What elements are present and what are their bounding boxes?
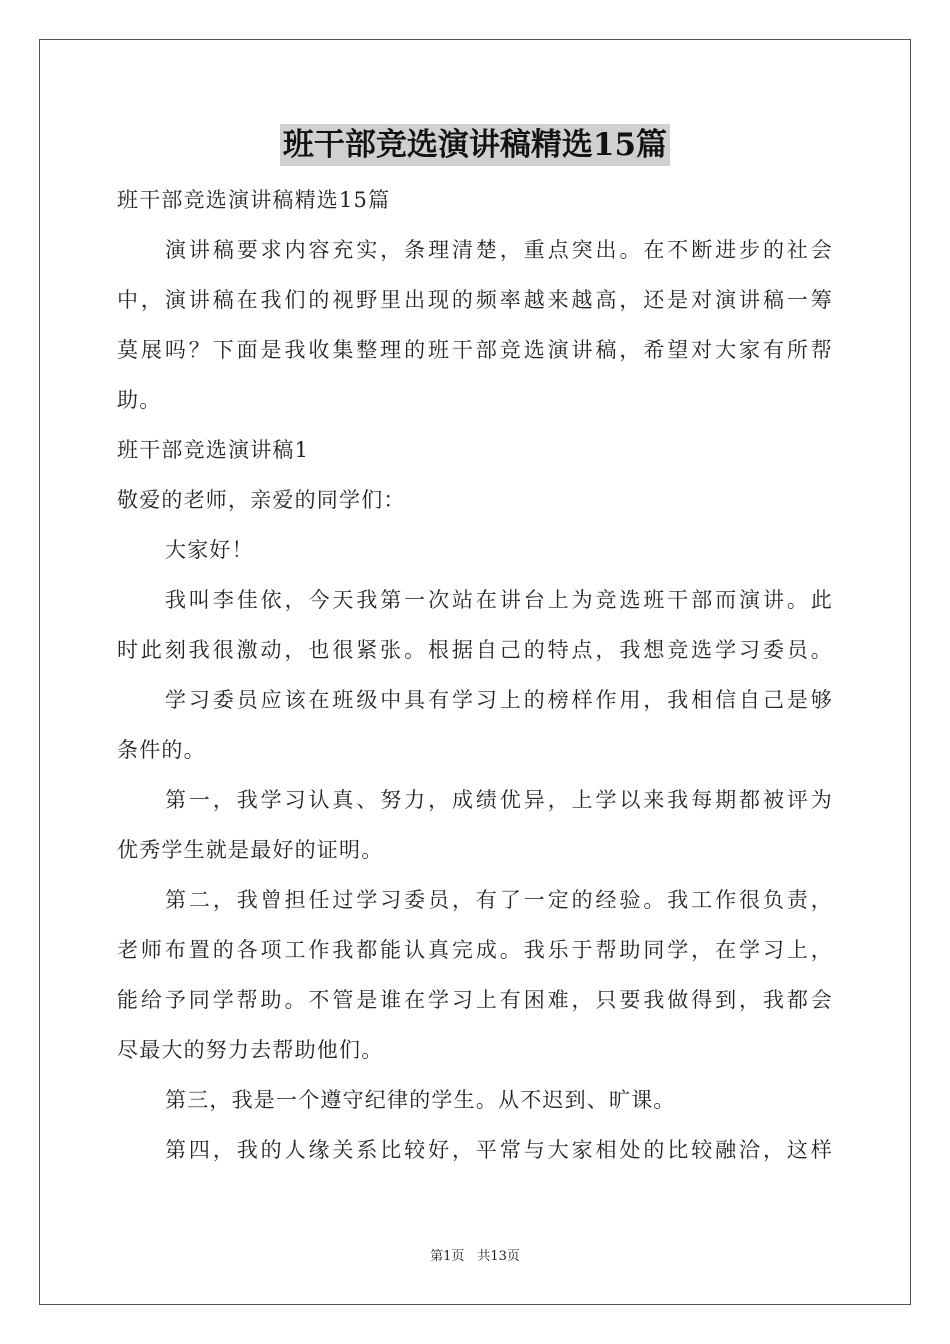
- paragraph-line: 学习委员应该在班级中具有学习上的榜样作用，我相信自己是够: [165, 688, 833, 712]
- paragraph-line: 优秀学生就是最好的证明。: [117, 838, 384, 862]
- paragraph-line: 第一，我学习认真、努力，成绩优异，上学以来我每期都被评为: [165, 788, 833, 812]
- paragraph-line: 能给予同学帮助。不管是谁在学习上有困难，只要我做得到，我都会: [117, 988, 833, 1012]
- document-title: 班干部竞选演讲稿精选15篇: [280, 124, 670, 166]
- paragraph-line: 第二，我曾担任过学习委员，有了一定的经验。我工作很负责，: [165, 888, 833, 912]
- salutation-line: 敬爱的老师，亲爱的同学们：: [117, 488, 406, 512]
- paragraph-line: 第三，我是一个遵守纪律的学生。从不迟到、旷课。: [165, 1088, 676, 1112]
- greeting-line: 大家好！: [165, 538, 254, 562]
- paragraph-line: 我叫李佳依，今天我第一次站在讲台上为竞选班干部而演讲。此: [165, 588, 833, 612]
- paragraph-line: 尽最大的努力去帮助他们。: [117, 1038, 384, 1062]
- paragraph-line: 中，演讲稿在我们的视野里出现的频率越来越高，还是对演讲稿一筹: [117, 288, 833, 312]
- paragraph-line: 助。: [117, 388, 162, 412]
- paragraph-line: 演讲稿要求内容充实，条理清楚，重点突出。在不断进步的社会: [165, 238, 833, 262]
- page-number-footer: 第1页 共13页: [430, 1249, 520, 1264]
- paragraph-line: 莫展吗？下面是我收集整理的班干部竞选演讲稿，希望对大家有所帮: [117, 338, 833, 362]
- paragraph-line: 时此刻我很激动，也很紧张。根据自己的特点，我想竞选学习委员。: [117, 638, 833, 662]
- subtitle-line: 班干部竞选演讲稿精选15篇: [117, 188, 391, 212]
- paragraph-line: 第四，我的人缘关系比较好，平常与大家相处的比较融洽，这样: [165, 1138, 833, 1162]
- paragraph-line: 条件的。: [117, 738, 206, 762]
- paragraph-line: 老师布置的各项工作我都能认真完成。我乐于帮助同学，在学习上，: [117, 938, 833, 962]
- section-heading: 班干部竞选演讲稿1: [117, 438, 310, 462]
- title-wrap: [117, 124, 833, 166]
- page-border: [39, 39, 911, 1305]
